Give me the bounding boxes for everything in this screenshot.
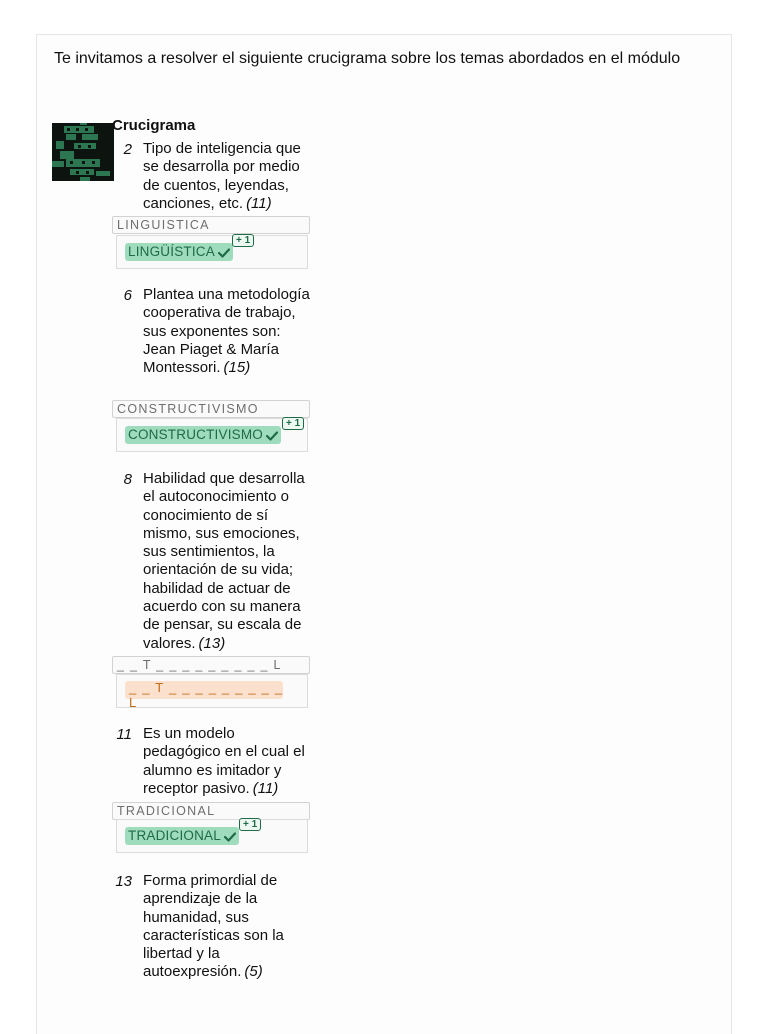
answer-text: LINGÜÍSTICA [128,244,215,259]
answer-box[interactable] [116,235,308,269]
correct-answer-chip [125,243,233,261]
answer-text: TRADICIONAL [128,828,221,843]
answer-box[interactable] [116,418,308,452]
clue-number: 11 [116,726,132,743]
correct-answer-chip [125,426,281,444]
crossword-heading: Crucigrama [112,117,196,134]
score-badge: + 1 [282,417,304,430]
clue-text [143,286,315,377]
clue-text [143,872,315,982]
clue-description: Habilidad que desarrolla el autoconocimiento o conocimiento de sí mismo, sus emociones, sus sentimientos, la orientación de su vida; habilidad de actuar de acuerdo con su manera de pensar, su escala de valores. [143,470,305,652]
check-icon [224,832,236,842]
clue-number: 6 [123,287,132,304]
clue-text [143,140,315,213]
quiz-card [36,34,732,1034]
clue-description: Forma primordial de aprendizaje de la humanidad, sus características son la libertad y la autoexpresión. [143,872,284,981]
clue-length: (13) [198,634,226,652]
clue-description: Tipo de inteligencia que se desarrolla por medio de cuentos, leyendas, canciones, etc. [143,140,301,212]
clue-number: 8 [123,471,132,488]
answer-text: CONSTRUCTIVISMO [128,427,264,442]
answer-hint-bar: TRADICIONAL [112,802,310,820]
clue-number: 2 [123,141,132,158]
crossword-thumbnail[interactable] [52,123,114,181]
clue-length: (11) [246,194,272,212]
score-badge: + 1 [239,818,261,831]
clue-description: Es un modelo pedagógico en el cual el alumno es imitador y receptor pasivo. [143,725,305,797]
clue-number: 13 [115,873,132,890]
answer-text: _ _ T _ _ _ _ _ _ _ _ _ L [129,680,289,710]
answer-hint-bar: LINGUISTICA [112,216,310,234]
correct-answer-chip [125,827,239,845]
crossword-grid-icon [52,123,114,181]
answer-hint-bar: _ _ T _ _ _ _ _ _ _ _ _ L [112,656,310,674]
check-icon [218,248,230,258]
clue-description: Plantea una metodología cooperativa de trabajo, sus exponentes son: Jean Piaget & María Montessori. [143,286,310,377]
clue-length: (5) [244,963,263,981]
clue-text [143,470,315,653]
answer-box[interactable] [116,674,308,708]
intro-text: Te invitamos a resolver el siguiente crucigrama sobre los temas abordados en el módulo [54,50,681,67]
score-badge: + 1 [232,234,254,247]
clue-text [143,725,315,798]
clue-length: (15) [223,359,251,377]
answer-hint-bar: CONSTRUCTIVISMO [112,400,310,418]
answer-box[interactable] [116,819,308,853]
clue-length: (11) [252,779,279,797]
check-icon [266,431,278,441]
